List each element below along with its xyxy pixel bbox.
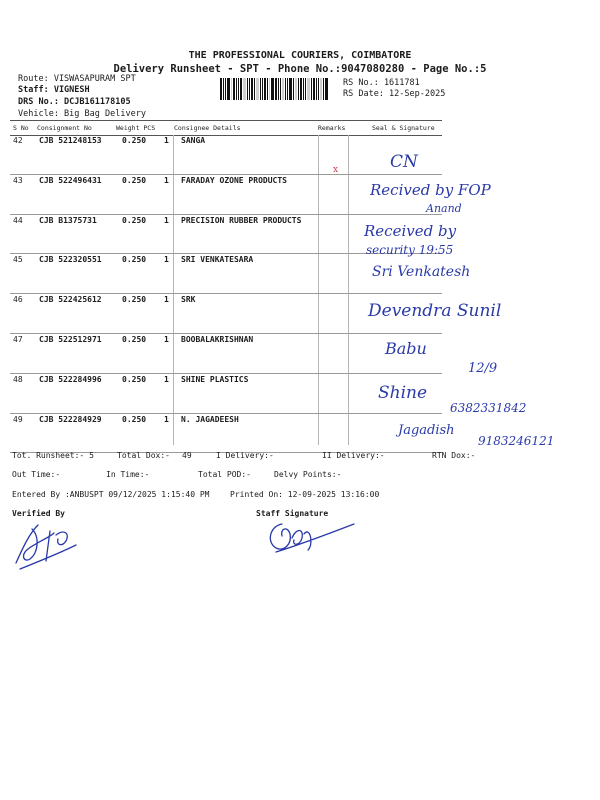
- row-consignment-no: CJB 522284996: [39, 374, 102, 384]
- row-pcs: 1: [164, 414, 169, 424]
- row-consignment-no: CJB 521248153: [39, 136, 102, 145]
- row-consignee: BOOBALAKRISHNAN: [181, 334, 254, 344]
- in-time: In Time:-: [106, 470, 150, 479]
- rtn-dox: RTN Dox:-: [432, 451, 476, 460]
- row-consignee: N. JAGADEESH: [181, 414, 239, 424]
- signature-row-43: Recived by FOP: [370, 181, 491, 199]
- row-consignment-no: CJB 522425612: [39, 295, 102, 305]
- total-dox-label: Total Dox:-: [117, 451, 170, 460]
- table-row: [10, 294, 442, 334]
- remark-mark: x: [333, 165, 339, 175]
- row-weight: 0.250: [122, 175, 147, 185]
- row-pcs: 1: [164, 215, 169, 225]
- row-weight: 0.250: [122, 295, 147, 305]
- row-consignment-no: CJB 522284929: [39, 414, 102, 424]
- row-weight: 0.250: [122, 334, 147, 344]
- col-consignment: Consignment No: [37, 124, 92, 132]
- signature-row-48: Shine: [378, 383, 428, 403]
- out-time: Out Time:-: [12, 470, 61, 479]
- row-sno: 48: [13, 374, 23, 384]
- vehicle-label: Vehicle: Big Bag Delivery: [18, 109, 146, 119]
- signature-row-46: Devendra Sunil: [368, 301, 502, 321]
- row-pcs: 1: [164, 175, 169, 185]
- row-weight: 0.250: [122, 136, 147, 145]
- drs-number: DRS No.: DCJB161178105: [18, 97, 131, 107]
- staff-signature-label: Staff Signature: [256, 509, 329, 518]
- row-weight: 0.250: [122, 215, 147, 225]
- row-consignment-no: CJB 522496431: [39, 175, 102, 185]
- row-consignment-no: CJB 522320551: [39, 255, 102, 265]
- row-weight: 0.250: [122, 414, 147, 424]
- staff-signature: [262, 514, 362, 564]
- col-remarks: Remarks: [318, 124, 346, 132]
- row-consignee: SRK: [181, 295, 196, 305]
- delvy-points: Delvy Points:-: [274, 470, 342, 479]
- tot-runsheet: Tot. Runsheet:- 5: [12, 451, 94, 460]
- route-label: Route: VISWASAPURAM SPT: [18, 74, 136, 84]
- row-sno: 46: [13, 295, 23, 305]
- col-consignee: Consignee Details: [174, 124, 241, 132]
- row-pcs: 1: [164, 295, 169, 305]
- row-sno: 49: [13, 414, 23, 424]
- row-weight: 0.250: [122, 374, 147, 384]
- row-consignee: FARADAY OZONE PRODUCTS: [181, 175, 287, 185]
- row-sno: 42: [13, 136, 23, 145]
- signature-row-43-name: Anand: [426, 202, 462, 215]
- signature-row-42: CN: [390, 152, 418, 172]
- row-sno: 47: [13, 334, 23, 344]
- row-sno: 43: [13, 175, 23, 185]
- row-consignee: PRECISION RUBBER PRODUCTS: [181, 215, 302, 225]
- entered-by: Entered By :ANBUSPT 09/12/2025 1:15:40 PM: [12, 490, 210, 499]
- table-row: [10, 374, 442, 414]
- signature-row-44-note: security 19:55: [366, 243, 454, 257]
- col-sno: S No: [13, 124, 29, 132]
- table-row: [10, 215, 442, 255]
- table-row: [10, 414, 442, 454]
- signature-row-44: Received by: [364, 222, 457, 240]
- total-dox-value: 49: [182, 451, 192, 460]
- rs-date: RS Date: 12-Sep-2025: [343, 89, 446, 99]
- ii-delivery: II Delivery:-: [322, 451, 385, 460]
- signature-row-49: Jagadish: [398, 423, 455, 438]
- row-pcs: 1: [164, 136, 169, 145]
- verified-by-label: Verified By: [12, 509, 65, 518]
- row-pcs: 1: [164, 374, 169, 384]
- barcode: [220, 78, 338, 100]
- col-seal-signature: Seal & Signature: [372, 124, 435, 132]
- row-sno: 45: [13, 255, 23, 265]
- signature-row-47-date: 12/9: [468, 361, 498, 376]
- company-title: THE PROFESSIONAL COURIERS, COIMBATORE: [188, 50, 412, 61]
- col-weight-pcs: Weight PCS: [116, 124, 156, 132]
- row-consignee: SANGA: [181, 136, 206, 145]
- row-consignment-no: CJB 522512971: [39, 334, 102, 344]
- row-pcs: 1: [164, 334, 169, 344]
- row-consignee: SRI VENKATESARA: [181, 255, 254, 265]
- staff-label: Staff: VIGNESH: [18, 85, 90, 95]
- table-header: [10, 120, 442, 136]
- table-row: [10, 334, 442, 374]
- signature-row-48-phone: 6382331842: [450, 401, 527, 415]
- runsheet-subtitle: Delivery Runsheet - SPT - Phone No.:9047080280 - Page No.:5: [113, 63, 487, 75]
- total-pod: Total POD:-: [198, 470, 251, 479]
- row-consignee: SHINE PLASTICS: [181, 374, 249, 384]
- signature-row-49-phone: 9183246121: [478, 434, 555, 448]
- signature-row-47: Babu: [385, 339, 427, 358]
- row-consignment-no: CJB B1375731: [39, 215, 97, 225]
- row-sno: 44: [13, 215, 23, 225]
- table-row: [10, 254, 442, 294]
- table-row: [10, 135, 442, 175]
- row-pcs: 1: [164, 255, 169, 265]
- i-delivery: I Delivery:-: [216, 451, 274, 460]
- table-row: [10, 175, 442, 215]
- row-weight: 0.250: [122, 255, 147, 265]
- rs-number: RS No.: 1611781: [343, 78, 420, 88]
- printed-on: Printed On: 12-09-2025 13:16:00: [230, 490, 380, 499]
- signature-row-45: Sri Venkatesh: [372, 264, 471, 280]
- verified-by-signature: [10, 515, 90, 575]
- runsheet-rows: [10, 135, 442, 453]
